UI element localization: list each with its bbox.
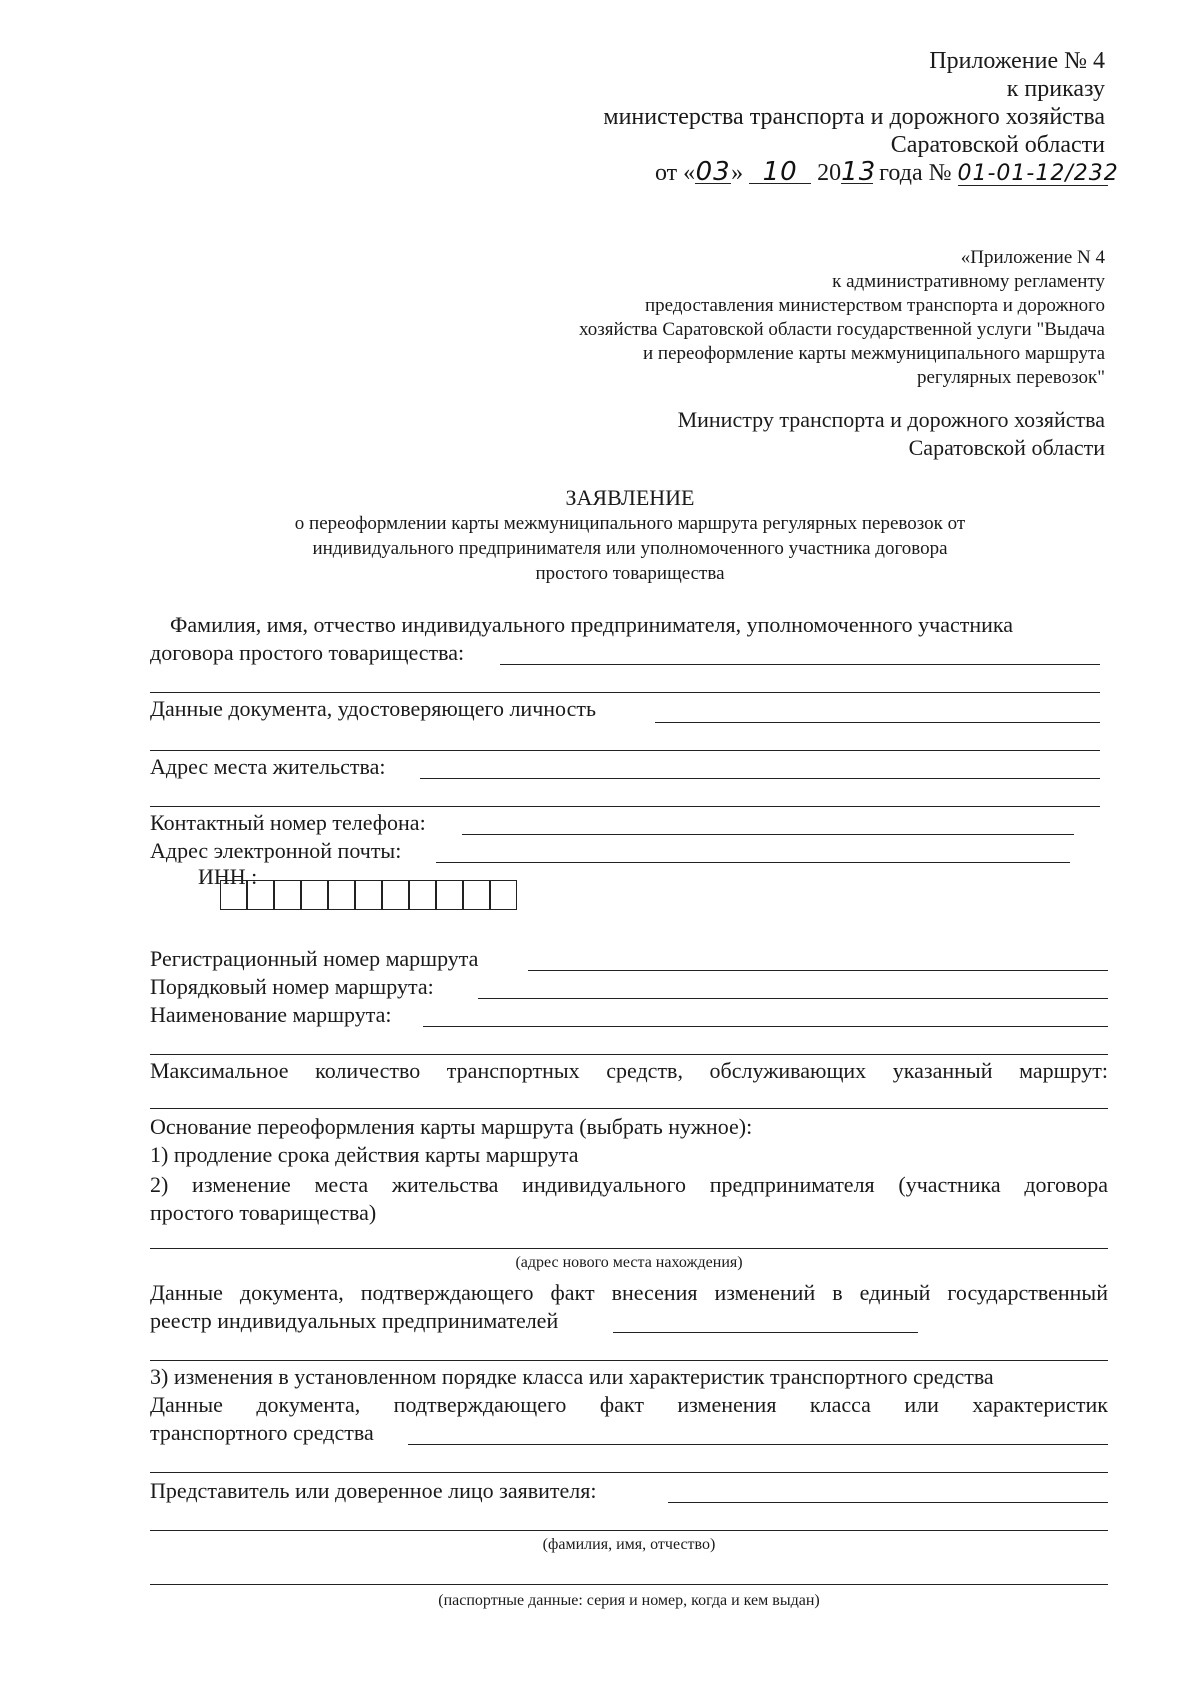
title-sub-1: о переоформлении карты межмуниципального маршрута регулярных перевозок от xyxy=(294,513,966,534)
egrip-label-line-1: Данные документа, подтверждающего факт внесения изменений в единый государственный xyxy=(150,1280,1108,1305)
route-name-label: Наименование маршрута: xyxy=(150,1002,392,1027)
handwritten-month: 10 xyxy=(749,161,811,184)
route-name-extra-line[interactable] xyxy=(150,1054,1108,1055)
inn-digit-box[interactable] xyxy=(409,880,436,910)
address-label: Адрес места жительства: xyxy=(150,754,386,779)
reglament-line-1: «Приложение N 4 xyxy=(960,247,1105,268)
from-label: от « xyxy=(655,160,696,186)
title-sub-3: простого товарищества xyxy=(535,563,725,584)
reg-number-label: Регистрационный номер маршрута xyxy=(150,946,479,971)
inn-digit-box[interactable] xyxy=(382,880,409,910)
address-extra-line[interactable] xyxy=(150,806,1100,807)
ministry-name: министерства транспорта и дорожного хозяйства xyxy=(603,104,1105,130)
grounds-intro: Основание переоформления карты маршрута (выбрать нужное): xyxy=(150,1114,753,1139)
reglament-line-4: хозяйства Саратовской области государственной услуги "Выдача xyxy=(579,319,1105,340)
id-doc-extra-line[interactable] xyxy=(150,750,1100,751)
new-address-input-line[interactable] xyxy=(150,1248,1108,1249)
year-label: года № xyxy=(879,160,952,186)
representative-fio-line[interactable] xyxy=(150,1530,1108,1531)
max-vehicles-input-line[interactable] xyxy=(150,1108,1108,1109)
representative-input-line[interactable] xyxy=(668,1502,1108,1503)
vehicle-doc-label-line-1: Данные документа, подтверждающего факт изменения класса или характеристик xyxy=(150,1392,1108,1417)
order-number-input-line[interactable] xyxy=(478,998,1108,999)
title-sub-2: индивидуального предпринимателя или уполномоченного участника договора xyxy=(312,538,948,559)
region-name: Саратовской области xyxy=(890,132,1105,158)
order-date-line xyxy=(655,157,1119,187)
representative-label: Представитель или доверенное лицо заявителя: xyxy=(150,1478,597,1503)
order-number-label: Порядковый номер маршрута: xyxy=(150,974,434,999)
vehicle-doc-label-line-2: транспортного средства xyxy=(150,1420,374,1445)
email-input-line[interactable] xyxy=(436,862,1070,863)
appendix-number: Приложение № 4 xyxy=(929,48,1105,74)
handwritten-day: 03 xyxy=(695,157,731,187)
inn-digit-box[interactable] xyxy=(220,880,247,910)
reglament-line-5: и переоформление карты межмуниципального маршрута xyxy=(643,343,1105,364)
handwritten-order-number: 01-01-12/232 xyxy=(957,161,1119,186)
new-address-caption: (адрес нового места нахождения) xyxy=(515,1254,743,1271)
fio-input-line[interactable] xyxy=(500,664,1100,665)
ground-item-2-line-1: 2) изменение места жительства индивидуального предпринимателя (участника договора xyxy=(150,1172,1108,1197)
reglament-line-6: регулярных перевозок" xyxy=(916,367,1105,388)
reglament-line-2: к административному регламенту xyxy=(832,271,1105,292)
route-name-input-line[interactable] xyxy=(423,1026,1108,1027)
addressee-line-1: Министру транспорта и дорожного хозяйства xyxy=(677,407,1105,432)
document-title: ЗАЯВЛЕНИЕ xyxy=(565,485,695,510)
reg-number-input-line[interactable] xyxy=(528,970,1108,971)
egrip-extra-line[interactable] xyxy=(150,1360,1108,1361)
ground-item-1: 1) продление срока действия карты маршрута xyxy=(150,1142,579,1167)
phone-input-line[interactable] xyxy=(462,834,1074,835)
id-doc-label: Данные документа, удостоверяющего личность xyxy=(150,696,597,721)
max-vehicles-label: Максимальное количество транспортных средств, обслуживающих указанный маршрут: xyxy=(150,1058,1108,1083)
inn-digit-box[interactable] xyxy=(436,880,463,910)
representative-passport-line[interactable] xyxy=(150,1584,1108,1585)
fio-extra-line[interactable] xyxy=(150,692,1100,693)
inn-digit-box[interactable] xyxy=(490,880,517,910)
vehicle-doc-input-line[interactable] xyxy=(408,1444,1108,1445)
fio-label-line-1: Фамилия, имя, отчество индивидуального предпринимателя, уполномоченного участника xyxy=(170,612,1014,637)
day-separator: » xyxy=(731,160,744,186)
representative-fio-caption: (фамилия, имя, отчество) xyxy=(542,1536,716,1553)
ground-item-2-line-2: простого товарищества) xyxy=(150,1200,377,1225)
inn-digit-box[interactable] xyxy=(247,880,274,910)
id-doc-input-line[interactable] xyxy=(655,722,1100,723)
inn-label: ИНН : xyxy=(198,864,258,889)
year-prefix: 20 xyxy=(817,160,842,186)
fio-label-line-2: договора простого товарищества: xyxy=(150,640,465,665)
to-order: к приказу xyxy=(1006,76,1105,102)
egrip-input-line[interactable] xyxy=(613,1332,918,1333)
address-input-line[interactable] xyxy=(420,778,1100,779)
vehicle-doc-extra-line[interactable] xyxy=(150,1472,1108,1473)
representative-passport-caption: (паспортные данные: серия и номер, когда и кем выдан) xyxy=(438,1592,820,1609)
inn-digit-box[interactable] xyxy=(328,880,355,910)
handwritten-year: 13 xyxy=(841,157,877,187)
email-label: Адрес электронной почты: xyxy=(150,838,402,863)
addressee-line-2: Саратовской области xyxy=(908,435,1105,460)
inn-digit-box[interactable] xyxy=(274,880,301,910)
inn-digit-box[interactable] xyxy=(463,880,490,910)
egrip-label-line-2: реестр индивидуальных предпринимателей xyxy=(150,1308,559,1333)
inn-digit-box[interactable] xyxy=(355,880,382,910)
reglament-line-3: предоставления министерством транспорта и дорожного xyxy=(645,295,1105,316)
ground-item-3: 3) изменения в установленном порядке класса или характеристик транспортного средства xyxy=(150,1364,994,1389)
phone-label: Контактный номер телефона: xyxy=(150,810,426,835)
inn-digit-box[interactable] xyxy=(301,880,328,910)
